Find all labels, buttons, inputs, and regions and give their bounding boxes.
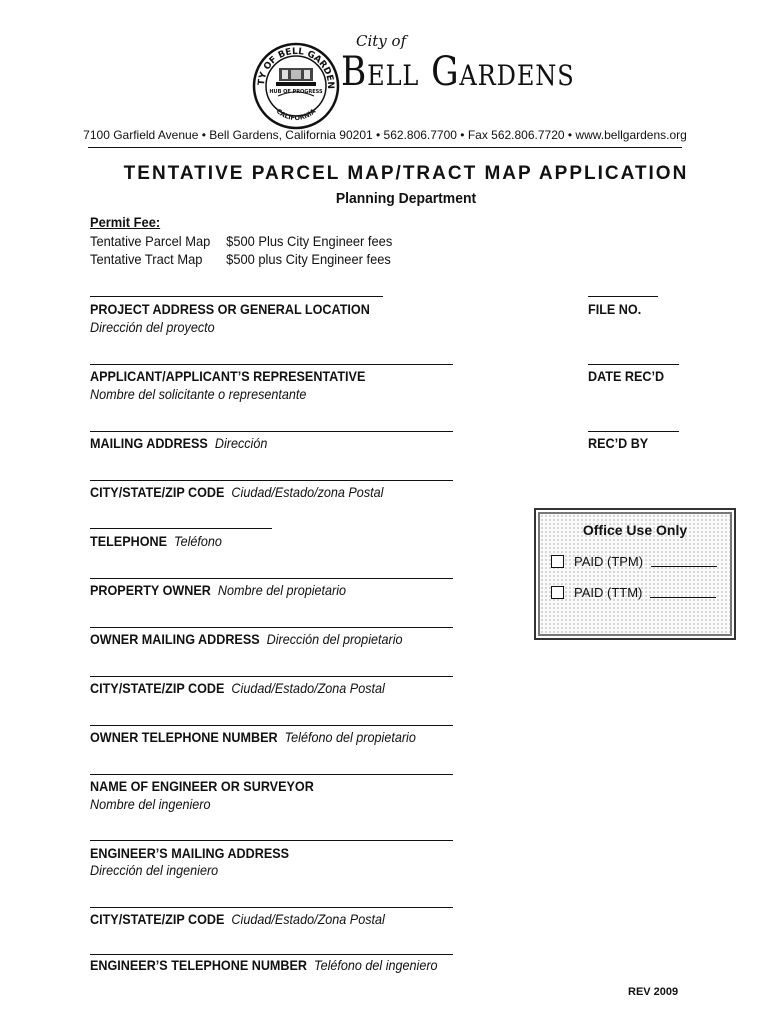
mailing-address-spanish: Dirección	[214, 435, 268, 451]
revision-label: REV 2009	[628, 986, 679, 998]
city-seal-logo	[252, 42, 340, 130]
owner-mailing-label	[90, 631, 403, 647]
owner-telephone-input-line[interactable]	[90, 725, 453, 726]
header-divider	[88, 147, 682, 148]
form-title: TENTATIVE PARCEL MAP/TRACT MAP APPLICATION	[123, 163, 689, 184]
property-owner-label	[90, 582, 346, 598]
engineer-telephone-label-en: ENGINEER’S TELEPHONE NUMBER	[90, 957, 308, 973]
owner-mailing-label-en: OWNER MAILING ADDRESS	[90, 631, 260, 647]
permit-fee-heading: Permit Fee:	[90, 214, 161, 230]
recd-by-input-line[interactable]	[588, 431, 679, 432]
file-no-input-line[interactable]	[588, 296, 658, 297]
owner-city-state-zip-label	[90, 680, 385, 696]
owner-city-state-zip-spanish: Ciudad/Estado/Zona Postal	[231, 680, 385, 696]
city-name-logo: Bell Gardens	[341, 49, 575, 95]
department-name: Planning Department	[335, 190, 477, 207]
telephone-spanish: Teléfono	[174, 533, 222, 549]
paid-tpm-input-line[interactable]	[651, 556, 717, 567]
mailing-address-label-en: MAILING ADDRESS	[90, 435, 208, 451]
owner-mailing-input-line[interactable]	[90, 627, 453, 628]
telephone-label	[90, 533, 222, 549]
engineer-name-label: NAME OF ENGINEER OR SURVEYOR	[90, 778, 314, 794]
applicant-label: APPLICANT/APPLICANT’S REPRESENTATIVE	[90, 368, 366, 384]
engineer-mailing-spanish: Dirección del ingeniero	[90, 862, 219, 878]
seal-bottom-text: CALIFORNIA	[274, 107, 318, 123]
date-recd-label: DATE REC’D	[588, 368, 665, 384]
telephone-label-en: TELEPHONE	[90, 533, 168, 549]
address-line: 7100 Garfield Avenue • Bell Gardens, California 90201 • 562.806.7700 • Fax 562.806.7720 • www.bellgardens.org	[83, 128, 687, 142]
fee-label: Tentative Parcel Map	[90, 233, 211, 249]
paid-tpm-row	[551, 554, 717, 569]
engineer-city-state-zip-spanish: Ciudad/Estado/Zona Postal	[231, 911, 385, 927]
paid-ttm-checkbox[interactable]	[551, 586, 564, 599]
seal-hub-text: HUB OF PROGRESS	[269, 89, 323, 95]
owner-city-state-zip-input-line[interactable]	[90, 676, 453, 677]
owner-telephone-label-en: OWNER TELEPHONE NUMBER	[90, 729, 278, 745]
date-recd-input-line[interactable]	[588, 364, 679, 365]
applicant-input-line[interactable]	[90, 364, 453, 365]
paid-tpm-label: PAID (TPM)	[574, 554, 644, 569]
project-address-label: PROJECT ADDRESS OR GENERAL LOCATION	[90, 301, 370, 317]
telephone-input-line[interactable]	[90, 528, 272, 529]
city-state-zip-label	[90, 484, 383, 500]
city-of-text: City of	[356, 32, 407, 50]
property-owner-label-en: PROPERTY OWNER	[90, 582, 211, 598]
recd-by-label: REC’D BY	[588, 435, 649, 451]
applicant-spanish: Nombre del solicitante o representante	[90, 386, 307, 402]
paid-ttm-label: PAID (TTM)	[574, 585, 643, 600]
file-no-label: FILE NO.	[588, 301, 642, 317]
owner-mailing-spanish: Dirección del propietario	[266, 631, 403, 647]
fee-row-tract	[90, 251, 391, 267]
city-state-zip-label-en: CITY/STATE/ZIP CODE	[90, 484, 225, 500]
owner-telephone-label	[90, 729, 416, 745]
engineer-name-input-line[interactable]	[90, 774, 453, 775]
engineer-telephone-label	[90, 957, 438, 973]
engineer-telephone-input-line[interactable]	[90, 954, 453, 955]
engineer-telephone-spanish: Teléfono del ingeniero	[314, 957, 438, 973]
mailing-address-input-line[interactable]	[90, 431, 453, 432]
engineer-city-state-zip-label-en: CITY/STATE/ZIP CODE	[90, 911, 225, 927]
office-use-box	[534, 508, 736, 640]
owner-city-state-zip-label-en: CITY/STATE/ZIP CODE	[90, 680, 225, 696]
property-owner-input-line[interactable]	[90, 578, 453, 579]
fee-amount: $500 Plus City Engineer fees	[226, 233, 393, 249]
property-owner-spanish: Nombre del propietario	[217, 582, 347, 598]
engineer-mailing-label: ENGINEER’S MAILING ADDRESS	[90, 845, 290, 861]
city-state-zip-spanish: Ciudad/Estado/zona Postal	[231, 484, 384, 500]
engineer-city-state-zip-label	[90, 911, 385, 927]
engineer-mailing-input-line[interactable]	[90, 840, 453, 841]
project-address-input-line[interactable]	[90, 296, 383, 297]
paid-ttm-row	[551, 585, 716, 600]
office-use-title: Office Use Only	[582, 522, 688, 538]
owner-telephone-spanish: Teléfono del propietario	[284, 729, 416, 745]
engineer-name-spanish: Nombre del ingeniero	[90, 796, 211, 812]
city-state-zip-input-line[interactable]	[90, 480, 453, 481]
fee-amount: $500 plus City Engineer fees	[226, 251, 391, 267]
fee-label: Tentative Tract Map	[90, 251, 203, 267]
mailing-address-label	[90, 435, 267, 451]
project-address-spanish: Dirección del proyecto	[90, 319, 215, 335]
paid-tpm-checkbox[interactable]	[551, 555, 564, 568]
engineer-city-state-zip-input-line[interactable]	[90, 907, 453, 908]
fee-row-parcel	[90, 233, 393, 249]
seal-top-text: TY OF BELL GARDEN	[256, 46, 336, 90]
paid-ttm-input-line[interactable]	[650, 587, 716, 598]
